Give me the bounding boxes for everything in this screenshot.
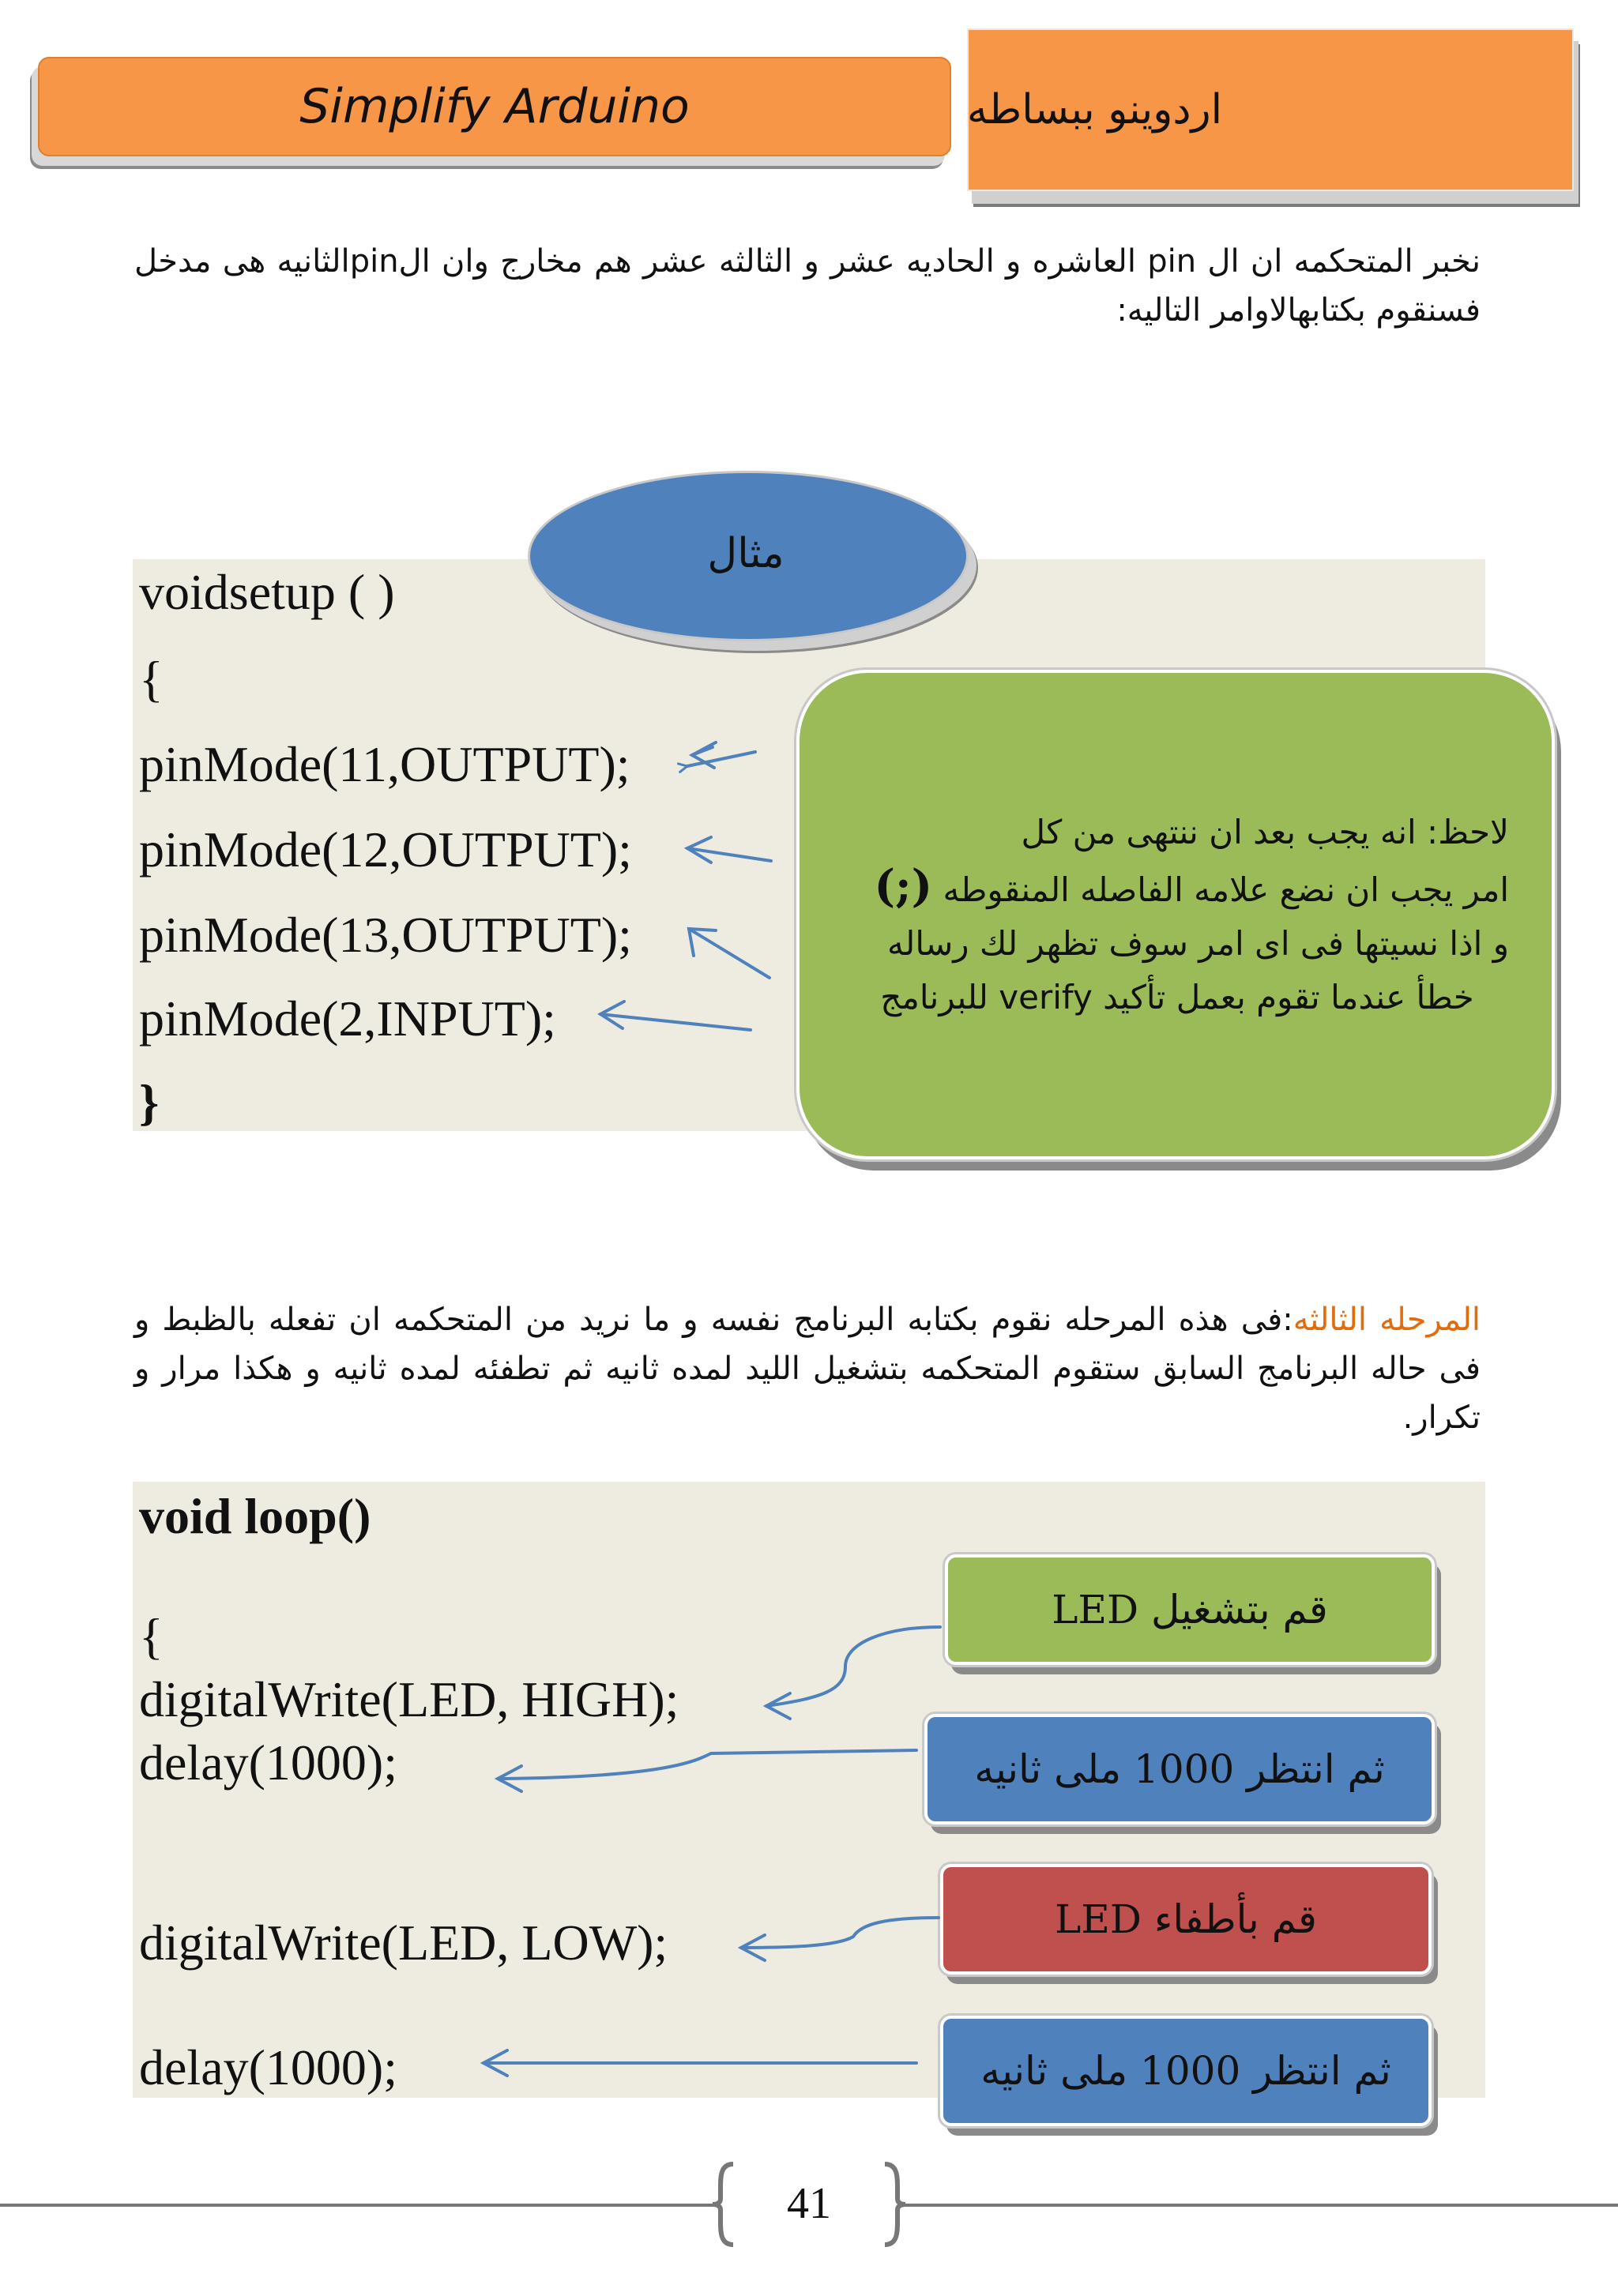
arrow-line [741,1918,939,1948]
arrow-line [498,1750,916,1779]
note-line-text: امر يجب ان نضع علامه الفاصله المنقوطه [943,870,1509,909]
arrow-line [689,929,769,978]
setup-code-line: { [139,651,164,707]
setup-code-line: pinMode(13,OUTPUT); [139,907,632,963]
footer-line-right [897,2204,1618,2207]
loop-code-line: delay(1000); [139,2039,397,2095]
setup-code-line: voidsetup ( ) [139,564,395,620]
stage3-heading: المرحله الثالثه [1293,1302,1481,1338]
setup-code-line: pinMode(12,OUTPUT); [139,821,632,877]
loop-code-line: { [139,1608,164,1664]
setup-code-line: } [139,1074,160,1130]
header-right-title: اردوينو ببساطه [967,86,1223,133]
label-wait-1000ms-2: ثم انتظر 1000 ملى ثانيه [940,2016,1432,2126]
label-turn-on-led: قم بتشغيل LED [945,1554,1435,1665]
page-number: 41 [787,2179,831,2228]
note-line: و اذا نسيتها فى اى امر سوف تظهر لك رساله [887,924,1509,963]
note-line: خطأ عندما تقوم بعمل تأكيد verify للبرنامج [880,978,1474,1016]
setup-code-line: pinMode(11,OUTPUT); [139,736,630,792]
example-label: مثال [707,530,785,577]
setup-code-line: pinMode(2,INPUT); [139,990,556,1047]
footer-line-left [0,2204,721,2207]
label-turn-off-led: قم بأطفاء LED [940,1864,1432,1975]
note-line: لاحظ: انه يجب بعد ان ننتهى من كل [1021,813,1509,851]
loop-code-line: void loop() [139,1488,371,1544]
loop-code-line: digitalWrite(LED, LOW); [139,1915,668,1971]
stage3-paragraph: المرحله الثالثه:فى هذه المرحله نقوم بكتابه البرنامج نفسه و ما نريد من المتحكمه ان تفعله بالظبط و فى حاله البرنامج السابق ستقوم المتحكمه بتشغيل الليد لمده ثانيه ثم تطفئه لمده ثانيه و هكذا مرار و تكرار. [134,1302,1481,1436]
stage3-text: فى هذه المرحله نقوم بكتابه البرنامج نفسه و ما نريد من المتحكمه ان تفعله بالظبط و فى حاله البرنامج السابق ستقوم المتحكمه بتشغيل الليد لمده ثانيه ثم تطفئه لمده ثانيه و هكذا مرار و تكرار. [134,1302,1481,1436]
loop-code-line: delay(1000); [139,1734,397,1791]
label-wait-1000ms: ثم انتظر 1000 ملى ثانيه [924,1714,1435,1824]
intro-paragraph: نخبر المتحكمه ان ال pin العاشره و الحاديه عشر و الثالثه عشر هم مخارج وان الpinالثانيه هى مدخل فسنقوم بكتابهالاوامر التاليه: [134,243,1481,329]
arrow-line [766,1627,940,1706]
header-left-title: Simplify Arduino [299,79,690,134]
loop-code-line: digitalWrite(LED, HIGH); [139,1671,679,1727]
semicolon-symbol: (;) [874,860,933,912]
